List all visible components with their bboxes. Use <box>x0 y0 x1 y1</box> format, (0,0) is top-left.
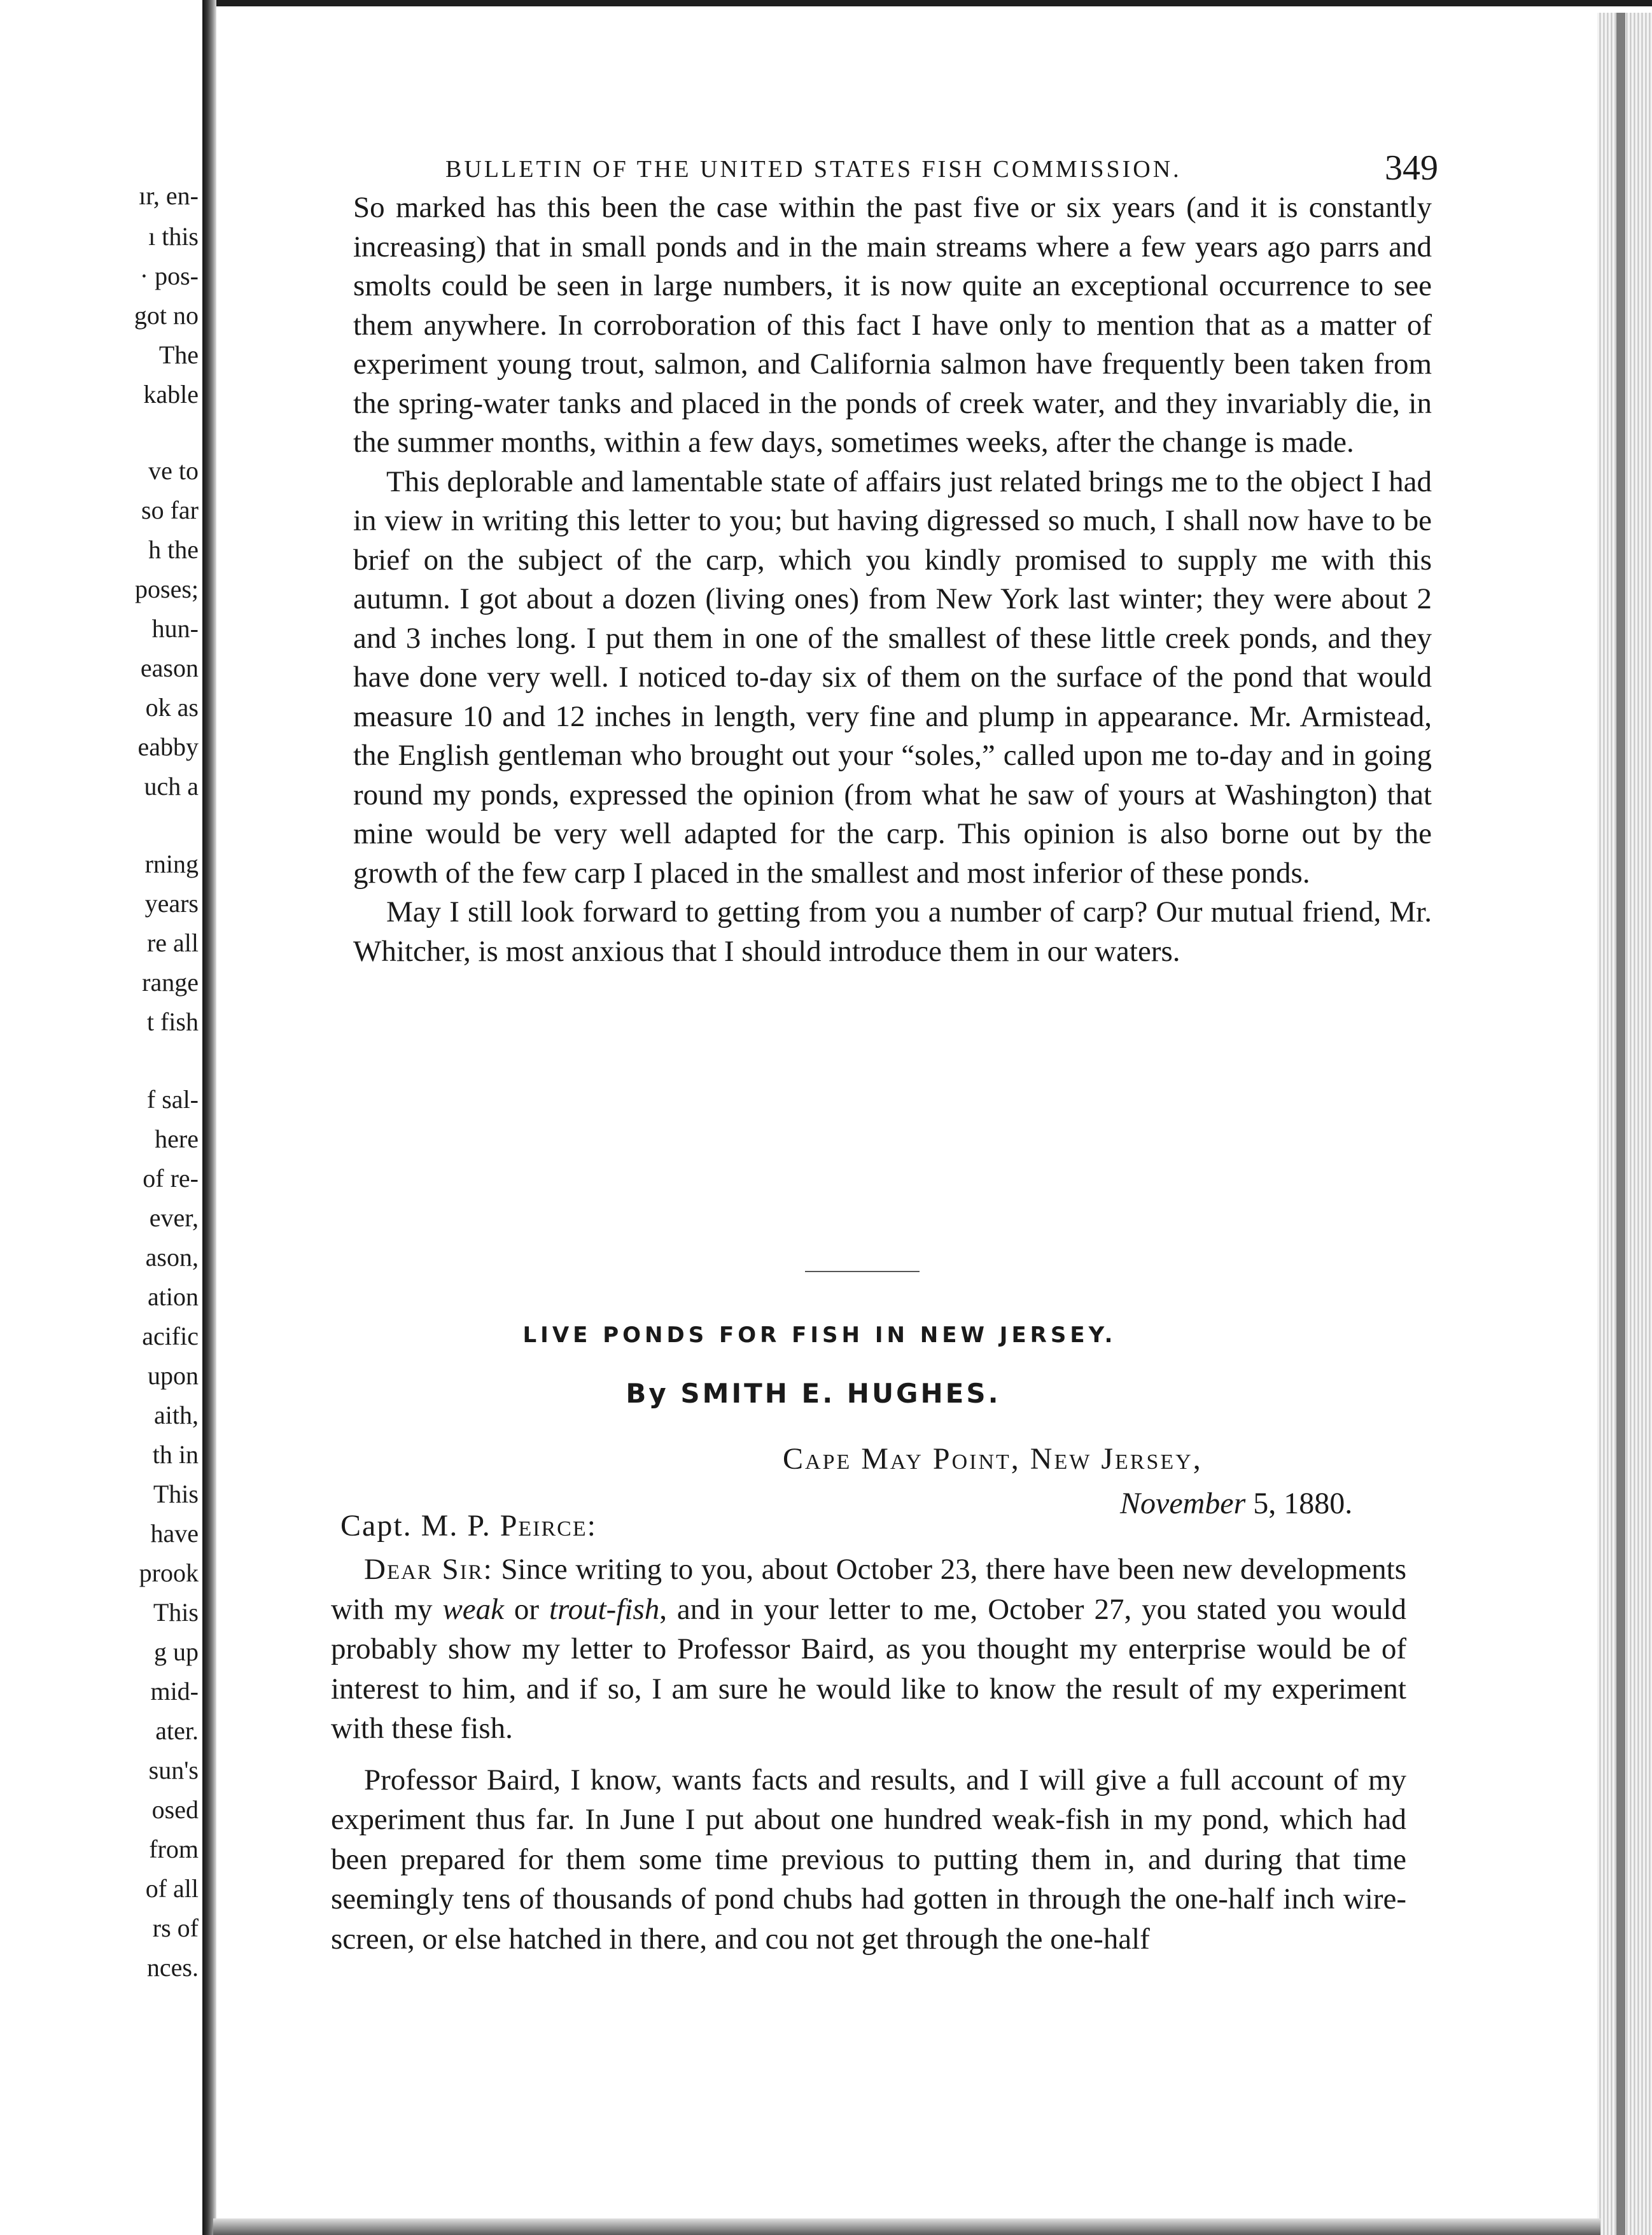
facing-page-line: osed <box>151 1795 199 1824</box>
facing-page-line: ation <box>148 1282 199 1311</box>
facing-page-line: h the <box>148 535 199 564</box>
page-stack-shadow <box>1616 13 1625 2235</box>
facing-page-line: range <box>142 968 199 997</box>
paragraph: This deplorable and lamentable state of affairs just related brings me to the object I had in view in writing this letter to you; but having digressed so much, I shall now have to be brief on the subject of the carp, which you kindly promised to supply me with this autumn. I got about a dozen (living ones) from New York last winter; they were about 2 and 3 inches long. I put them in one of the smallest of these little creek ponds, and they have done very well. I noticed to-day six of them on the surface of the pond that would measure 10 and 12 inches in length, very fine and plump in appearance. Mr. Armistead, the English gentleman who brought out your “soles,” called upon me to-day and in going round my ponds, expressed the opinion (from what he saw of yours at Washington) that mine would be very well adapted for the carp. This opinion is also borne out by the growth of the few carp I placed in the smallest and most inferior of these ponds. <box>353 465 1432 890</box>
facing-page-line: here <box>155 1125 199 1153</box>
scan-top-edge <box>213 0 1652 6</box>
dateline-date <box>1120 1486 1352 1521</box>
salutation-name: Peirce: <box>500 1509 597 1543</box>
facing-page-line: kable <box>143 380 199 409</box>
facing-page-line: of re- <box>143 1164 199 1193</box>
facing-page-line: re all <box>146 928 199 957</box>
facing-page-line: ve to <box>148 456 199 485</box>
text-run: , and in your letter to me, October 27, you stated you would probably show my letter to Professor Baird, as you thought my enterprise would be of interest to him, and if so, I am sure he would like to know the result of my experiment with these fish. <box>331 1592 1406 1745</box>
date-month: November <box>1120 1487 1246 1520</box>
facing-page-line: mid- <box>150 1677 199 1706</box>
byline-text: By SMITH E. HUGHES. <box>626 1378 1001 1409</box>
facing-page-line: rs of <box>152 1914 199 1942</box>
facing-page-line: The <box>158 340 199 369</box>
facing-page-line: ever, <box>149 1203 199 1232</box>
paragraph <box>331 1550 1406 1749</box>
facing-page-line: eabby <box>137 732 199 761</box>
running-head: BULLETIN OF THE UNITED STATES FISH COMMISSION. <box>445 156 1182 183</box>
salutation <box>340 1508 597 1543</box>
greeting: Dear Sir: <box>364 1553 493 1586</box>
facing-page-line: eason <box>140 654 199 682</box>
facing-page-line: ater. <box>155 1716 199 1745</box>
facing-page-line: so far <box>141 496 199 524</box>
page-header <box>445 145 1438 190</box>
facing-page-line: · pos- <box>139 262 199 290</box>
paragraph: May I still look forward to getting from you a number of carp? Our mutual friend, Mr. Whitcher, is most anxious that I should introduce them in our waters. <box>353 895 1432 968</box>
facing-page-line: of all <box>145 1874 199 1903</box>
facing-page-line: ason, <box>145 1243 199 1272</box>
article-body <box>331 1550 1406 1959</box>
facing-page-line: This <box>153 1480 199 1508</box>
scan-bottom-edge <box>213 2218 1600 2235</box>
dateline-place: Cape May Point, New Jersey, <box>783 1442 1203 1476</box>
facing-page-line: years <box>144 889 199 918</box>
facing-page-line: t fish <box>146 1007 199 1036</box>
paragraph: Professor Baird, I know, wants facts and results, and I will give a full account of my experiment thus far. In June I put about one hundred weak-fish in my pond, which had been prepared for them some time previous to putting them in, and during that time seemingly tens of thousands of pond chubs had gotten in through the one-half inch wire-screen, or else hatched in there, and cou not get through the one-half <box>331 1763 1406 1956</box>
article-title <box>0 1322 1652 1348</box>
facing-page-line: rning <box>144 850 199 878</box>
paragraph: So marked has this been the case within the past five or six years (and it is constantly increasing) that in small ponds and in the main streams where a few years ago parrs and smolts could be seen in large numbers, it is now quite an exceptional occurrence to see them anywhere. In corroboration of this fact I have only to mention that as a matter of experiment young trout, salmon, and California salmon have frequently been taken from the spring-water tanks and placed in the ponds of creek water, and they invariably die, in the summer months, within a few days, sometimes weeks, after the change is made. <box>353 191 1432 459</box>
book-gutter <box>202 0 216 2235</box>
facing-page-line: got no <box>134 301 199 330</box>
italic-term: trout-fish <box>549 1592 660 1626</box>
facing-page-line: prook <box>139 1559 199 1587</box>
section-divider <box>805 1271 920 1272</box>
facing-page-line: upon <box>148 1361 199 1390</box>
facing-page-line: ı this <box>148 222 199 251</box>
text-run: or <box>504 1592 549 1626</box>
byline <box>0 1378 1652 1409</box>
facing-page-line: from <box>149 1835 199 1863</box>
letter-continuation <box>353 188 1432 971</box>
facing-page-line: have <box>150 1519 199 1548</box>
facing-page-line: th in <box>152 1440 199 1469</box>
facing-page-line: sun's <box>148 1756 199 1784</box>
italic-term: weak <box>442 1592 505 1626</box>
facing-page-line: nces. <box>146 1953 199 1982</box>
facing-page-line: ır, en- <box>139 181 199 210</box>
salutation-prefix: Capt. M. P. <box>340 1509 500 1543</box>
facing-page-line: f sal- <box>146 1085 199 1114</box>
facing-page-line: acific <box>142 1322 199 1350</box>
facing-page-line: uch a <box>144 772 199 801</box>
facing-page-line: aith, <box>154 1401 199 1429</box>
facing-page-fragment <box>0 0 202 2235</box>
text-run: Since writing to you, about October 23, there have been new developments with my <box>331 1553 1407 1626</box>
facing-page-line: poses; <box>135 575 199 603</box>
date-rest: 5, 1880. <box>1253 1487 1353 1520</box>
facing-page-line: g up <box>154 1637 199 1666</box>
article-title-text: LIVE PONDS FOR FISH IN NEW JERSEY. <box>522 1322 1117 1348</box>
facing-page-line: This <box>153 1598 199 1627</box>
facing-page-line: ok as <box>145 693 199 722</box>
facing-page-line: hun- <box>151 614 199 643</box>
page-number: 349 <box>1385 148 1438 188</box>
